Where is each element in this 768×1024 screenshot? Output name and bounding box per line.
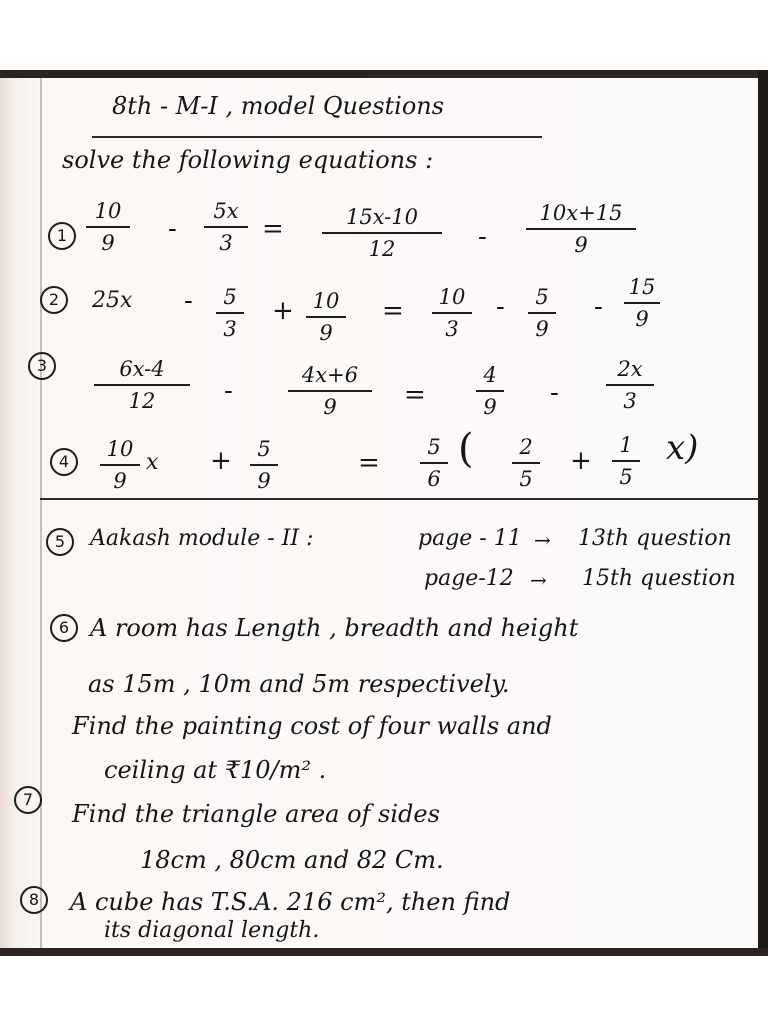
eq1-denominator-1: 9 [101, 231, 115, 255]
eq1-equals: = [262, 214, 284, 244]
eq2-operator-2: + [272, 296, 294, 326]
eq4-fraction-3 [420, 434, 448, 492]
arrow-right-icon: → [530, 568, 547, 592]
eq2-equals: = [382, 296, 404, 326]
question-number-4: 4 [50, 448, 78, 476]
question-number-5: 5 [46, 528, 74, 556]
fraction-bar [432, 312, 472, 314]
fraction-bar [322, 232, 442, 234]
instruction-text: solve the following equations : [62, 146, 434, 174]
eq2-denominator-5: 9 [635, 307, 649, 331]
eq1-fraction-3 [322, 204, 442, 262]
question-number-2: 2 [40, 286, 68, 314]
arrow-right-icon: → [534, 528, 551, 552]
page-edge-right [758, 70, 768, 956]
eq3-fraction-2 [288, 362, 372, 420]
fraction-bar [100, 464, 140, 466]
fraction-bar [528, 312, 556, 314]
eq4-open-paren: ( [458, 426, 474, 472]
eq3-numerator-4: 2x [617, 357, 643, 381]
fraction-bar [624, 302, 660, 304]
eq1-operator-2: - [478, 222, 487, 252]
question-number-6: 6 [50, 614, 78, 642]
fraction-bar [250, 464, 278, 466]
title-underline [92, 136, 542, 138]
eq3-denominator-3: 9 [483, 395, 497, 419]
eq2-numerator-1: 5 [223, 285, 237, 309]
eq1-numerator-1: 10 [94, 199, 122, 223]
eq2-denominator-3: 3 [445, 317, 459, 341]
q5-line2-page: page-12 [424, 566, 514, 591]
eq2-denominator-1: 3 [223, 317, 237, 341]
eq2-operator-1: - [184, 286, 193, 316]
eq3-denominator-4: 3 [623, 389, 637, 413]
fraction-bar [526, 228, 636, 230]
page-edge-bottom [0, 948, 768, 956]
eq4-fraction-4 [512, 434, 540, 492]
eq2-denominator-2: 9 [319, 321, 333, 345]
eq3-fraction-3 [476, 362, 504, 420]
eq2-numerator-2: 10 [312, 289, 340, 313]
fraction-bar [612, 460, 640, 462]
eq1-operator-1: - [168, 214, 177, 244]
q5-label: Aakash module - II : [90, 526, 314, 551]
eq4-denominator-3: 6 [427, 467, 441, 491]
eq1-numerator-3: 15x-10 [345, 205, 418, 229]
eq4-denominator-5: 5 [619, 465, 633, 489]
eq3-fraction-4 [606, 356, 654, 414]
eq2-fraction-4 [528, 284, 556, 342]
fraction-bar [306, 316, 346, 318]
q6-line-4: ceiling at ₹10/m² . [104, 756, 327, 784]
eq3-denominator-2: 9 [323, 395, 337, 419]
eq4-fraction-1 [100, 436, 140, 494]
question-number-1: 1 [48, 222, 76, 250]
eq2-numerator-3: 10 [438, 285, 466, 309]
eq2-fraction-1 [216, 284, 244, 342]
question-number-3: 3 [28, 352, 56, 380]
eq1-denominator-4: 9 [574, 233, 588, 257]
q8-line-1: A cube has T.S.A. 216 cm², then find [70, 888, 511, 916]
eq3-numerator-3: 4 [483, 363, 497, 387]
q6-line-1: A room has Length , breadth and height [90, 614, 579, 642]
fraction-bar [216, 312, 244, 314]
eq1-denominator-2: 3 [219, 231, 233, 255]
eq2-fraction-5 [624, 274, 660, 332]
eq4-equals: = [358, 448, 380, 478]
q5-line2-question: 15th question [582, 566, 736, 591]
eq2-fraction-2 [306, 288, 346, 346]
q7-line-1: Find the triangle area of sides [72, 800, 440, 828]
page-edge-top [0, 70, 768, 78]
fraction-bar [204, 226, 248, 228]
fraction-bar [512, 462, 540, 464]
question-number-8: 8 [20, 886, 48, 914]
eq4-variable-x: x [146, 450, 159, 475]
eq4-numerator-3: 5 [427, 435, 441, 459]
eq1-fraction-4 [526, 200, 636, 258]
eq4-numerator-1: 10 [106, 437, 134, 461]
q5-line1-page: page - 11 [418, 526, 522, 551]
eq4-close-term: x) [666, 428, 699, 468]
eq3-fraction-1 [94, 356, 190, 414]
eq2-denominator-4: 9 [535, 317, 549, 341]
q8-line-2: its diagonal length. [104, 918, 320, 943]
eq4-denominator-4: 5 [519, 467, 533, 491]
margin-line [40, 76, 42, 948]
q6-line-3: Find the painting cost of four walls and [72, 712, 552, 740]
section-divider [40, 498, 760, 500]
eq4-denominator-2: 9 [257, 469, 271, 493]
q6-line-2: as 15m , 10m and 5m respectively. [88, 670, 510, 698]
fraction-bar [420, 462, 448, 464]
eq1-numerator-4: 10x+15 [539, 201, 623, 225]
eq2-numerator-4: 5 [535, 285, 549, 309]
question-number-7: 7 [14, 786, 42, 814]
eq3-equals: = [404, 380, 426, 410]
eq4-numerator-2: 5 [257, 437, 271, 461]
eq3-denominator-1: 12 [128, 389, 156, 413]
q7-line-2: 18cm , 80cm and 82 Cm. [140, 846, 444, 874]
eq3-numerator-2: 4x+6 [301, 363, 359, 387]
eq4-operator-1: + [210, 446, 232, 476]
eq4-denominator-1: 9 [113, 469, 127, 493]
eq2-operator-4: - [594, 292, 603, 322]
fraction-bar [288, 390, 372, 392]
eq2-numerator-5: 15 [628, 275, 656, 299]
eq2-fraction-3 [432, 284, 472, 342]
eq1-fraction-2 [204, 198, 248, 256]
eq4-numerator-4: 2 [519, 435, 533, 459]
eq2-operator-3: - [496, 292, 505, 322]
page-title: 8th - M-I , model Questions [112, 92, 445, 120]
eq1-numerator-2: 5x [213, 199, 239, 223]
eq4-operator-2: + [570, 446, 592, 476]
fraction-bar [86, 226, 130, 228]
eq4-fraction-5 [612, 432, 640, 490]
eq2-term-25x: 25x [92, 288, 133, 313]
q5-line1-question: 13th question [578, 526, 732, 551]
eq1-denominator-3: 12 [368, 237, 396, 261]
eq3-operator-1: - [224, 376, 233, 406]
eq4-fraction-2 [250, 436, 278, 494]
eq3-numerator-1: 6x-4 [119, 357, 165, 381]
eq1-fraction-1 [86, 198, 130, 256]
fraction-bar [606, 384, 654, 386]
eq3-operator-2: - [550, 378, 559, 408]
eq4-numerator-5: 1 [619, 433, 633, 457]
fraction-bar [476, 390, 504, 392]
fraction-bar [94, 384, 190, 386]
